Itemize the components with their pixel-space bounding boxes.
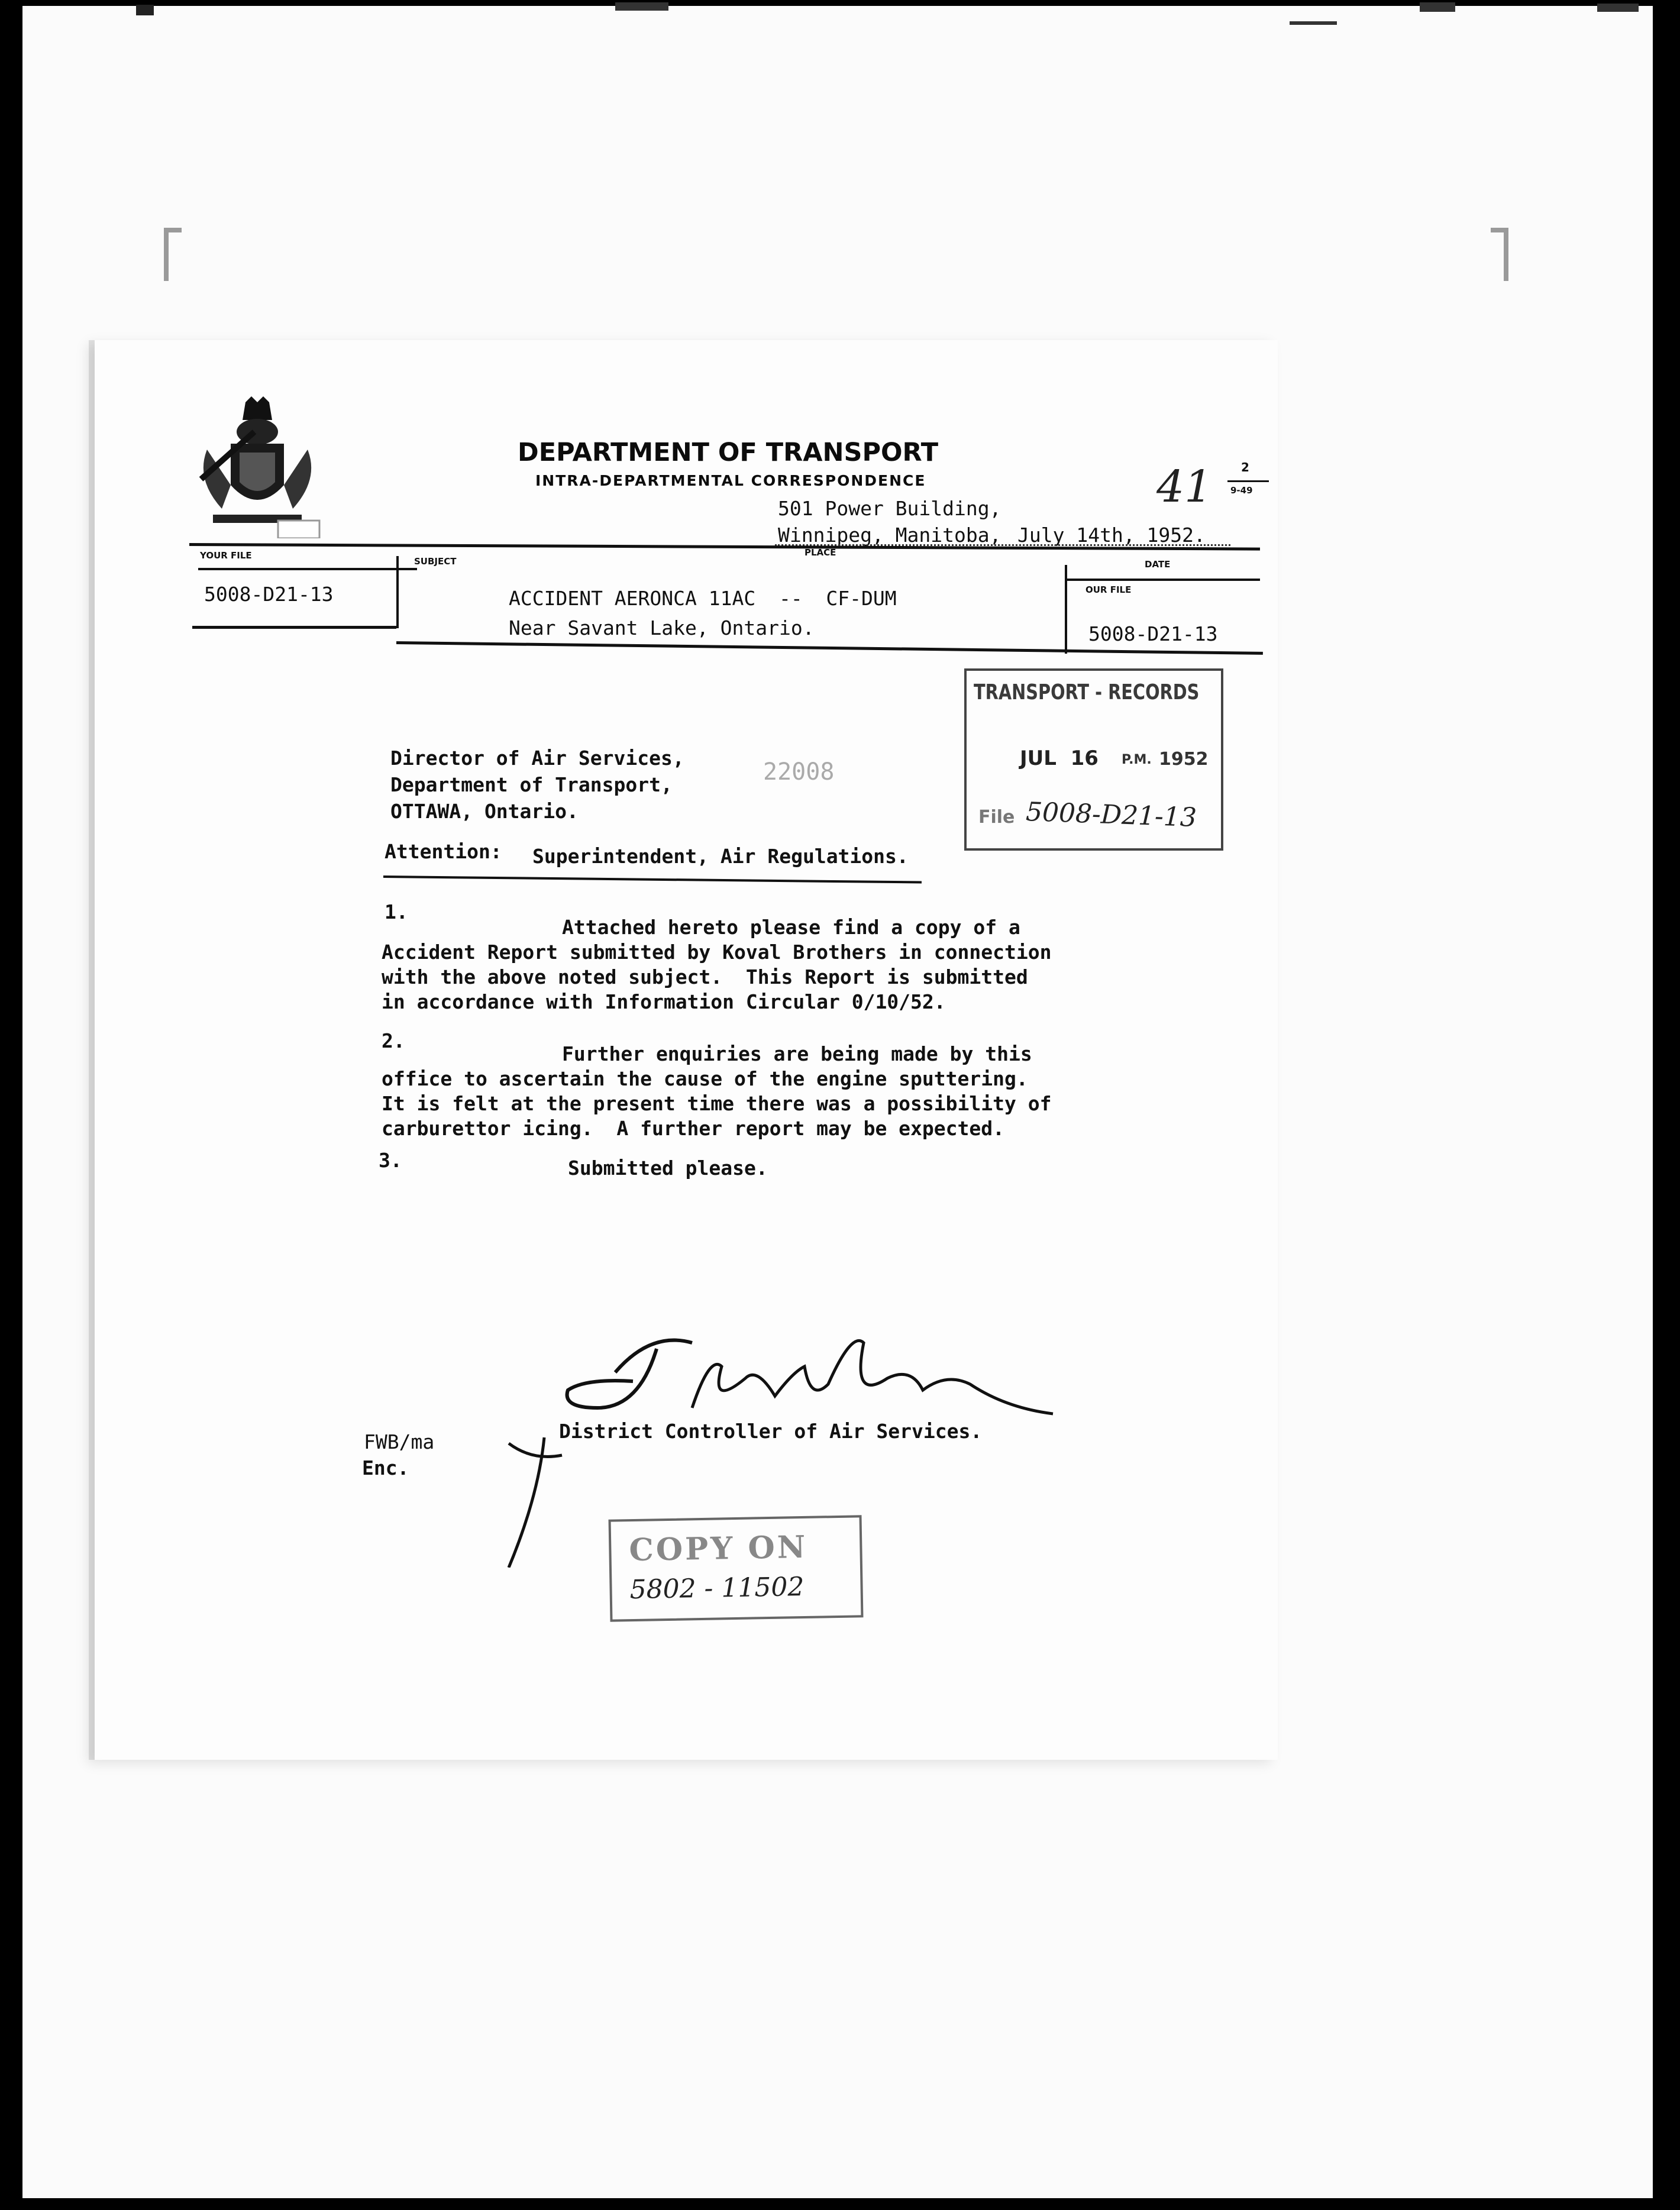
paragraph-3-line-1: Submitted please. (568, 1156, 768, 1180)
crop-mark-right-tick (1491, 228, 1508, 232)
records-stamp-file-number: 5008-D21-13 (1025, 796, 1197, 833)
paragraph-2-line-1: Further enquiries are being made by this (562, 1042, 1032, 1065)
coat-of-arms-emblem (189, 396, 325, 538)
subject-line-1: ACCIDENT AERONCA 11AC -- CF-DUM (509, 587, 897, 610)
subject-left-divider (396, 556, 399, 628)
paragraph-1-number: 1. (385, 900, 408, 923)
paragraph-1-line-4: in accordance with Information Circular 0/10/52. (382, 990, 946, 1013)
form-date: 9-49 (1230, 485, 1253, 496)
crop-mark-right (1504, 228, 1508, 281)
correspondence-type: INTRA-DEPARTMENTAL CORRESPONDENCE (535, 472, 926, 489)
letter-date: July 14th, 1952. (1017, 524, 1206, 547)
date-label: DATE (1145, 559, 1171, 570)
department-title: DEPARTMENT OF TRANSPORT (518, 438, 939, 467)
place-line-2: Winnipeg, Manitoba, (778, 524, 1001, 547)
form-middle-rule (198, 568, 417, 570)
paragraph-1-line-2: Accident Report submitted by Koval Brothers in connection (382, 941, 1052, 964)
your-file-value: 5008-D21-13 (204, 583, 334, 606)
paragraph-2-line-2: office to ascertain the cause of the engine sputtering. (382, 1067, 1028, 1090)
our-file-label: OUR FILE (1085, 584, 1132, 595)
place-label: PLACE (805, 547, 836, 558)
copy-on-label: COPY ON (628, 1529, 808, 1569)
our-file-value: 5008-D21-13 (1088, 622, 1218, 645)
form-bottom-rule (192, 626, 396, 629)
folio-number: 41 (1156, 461, 1213, 512)
form-number: 2 (1241, 460, 1249, 474)
typist-initials: FWB/ma (364, 1430, 435, 1453)
place-line-1: 501 Power Building, (778, 497, 1001, 520)
paragraph-2-line-4: carburettor icing. A further report may be expected. (382, 1117, 1004, 1140)
paragraph-1-line-1: Attached hereto please find a copy of a (562, 916, 1020, 939)
subject-label: SUBJECT (414, 556, 457, 567)
paragraph-2-number: 2. (382, 1029, 405, 1052)
paragraph-1-line-3: with the above noted subject. This Report is submitted (382, 965, 1028, 988)
form-number-rule (1227, 480, 1269, 482)
addressee-line-1: Director of Air Services, (390, 747, 684, 770)
records-stamp-title: TRANSPORT - RECORDS (974, 680, 1200, 705)
signatory-title: District Controller of Air Services. (559, 1420, 983, 1443)
records-stamp-date: JUL 16 (1020, 747, 1099, 770)
records-stamp-year: 1952 (1159, 749, 1209, 770)
form-middle-rule-right (1065, 579, 1260, 581)
registry-number: 22008 (763, 758, 835, 786)
copy-on-number: 5802 - 11502 (629, 1571, 805, 1605)
records-stamp-file-label: File (978, 807, 1015, 828)
top-scan-marks (0, 0, 1680, 35)
copy-on-stamp (609, 1515, 864, 1621)
records-stamp-period: P.M. (1122, 752, 1152, 767)
subject-right-divider (1065, 565, 1067, 654)
addressee-line-3: OTTAWA, Ontario. (390, 800, 579, 823)
crop-mark-left (164, 228, 169, 281)
paragraph-3-number: 3. (379, 1149, 402, 1172)
attention-label: Attention: (385, 840, 502, 863)
attention-text: Superintendent, Air Regulations. (532, 845, 909, 868)
crop-mark-left-tick (164, 228, 182, 232)
paragraph-2-line-3: It is felt at the present time there was a possibility of (382, 1092, 1052, 1115)
addressee-line-2: Department of Transport, (390, 773, 673, 796)
your-file-label: YOUR FILE (200, 550, 252, 561)
subject-line-2: Near Savant Lake, Ontario. (509, 616, 815, 639)
enclosure-note: Enc. (362, 1456, 409, 1479)
records-received-stamp (964, 668, 1223, 851)
